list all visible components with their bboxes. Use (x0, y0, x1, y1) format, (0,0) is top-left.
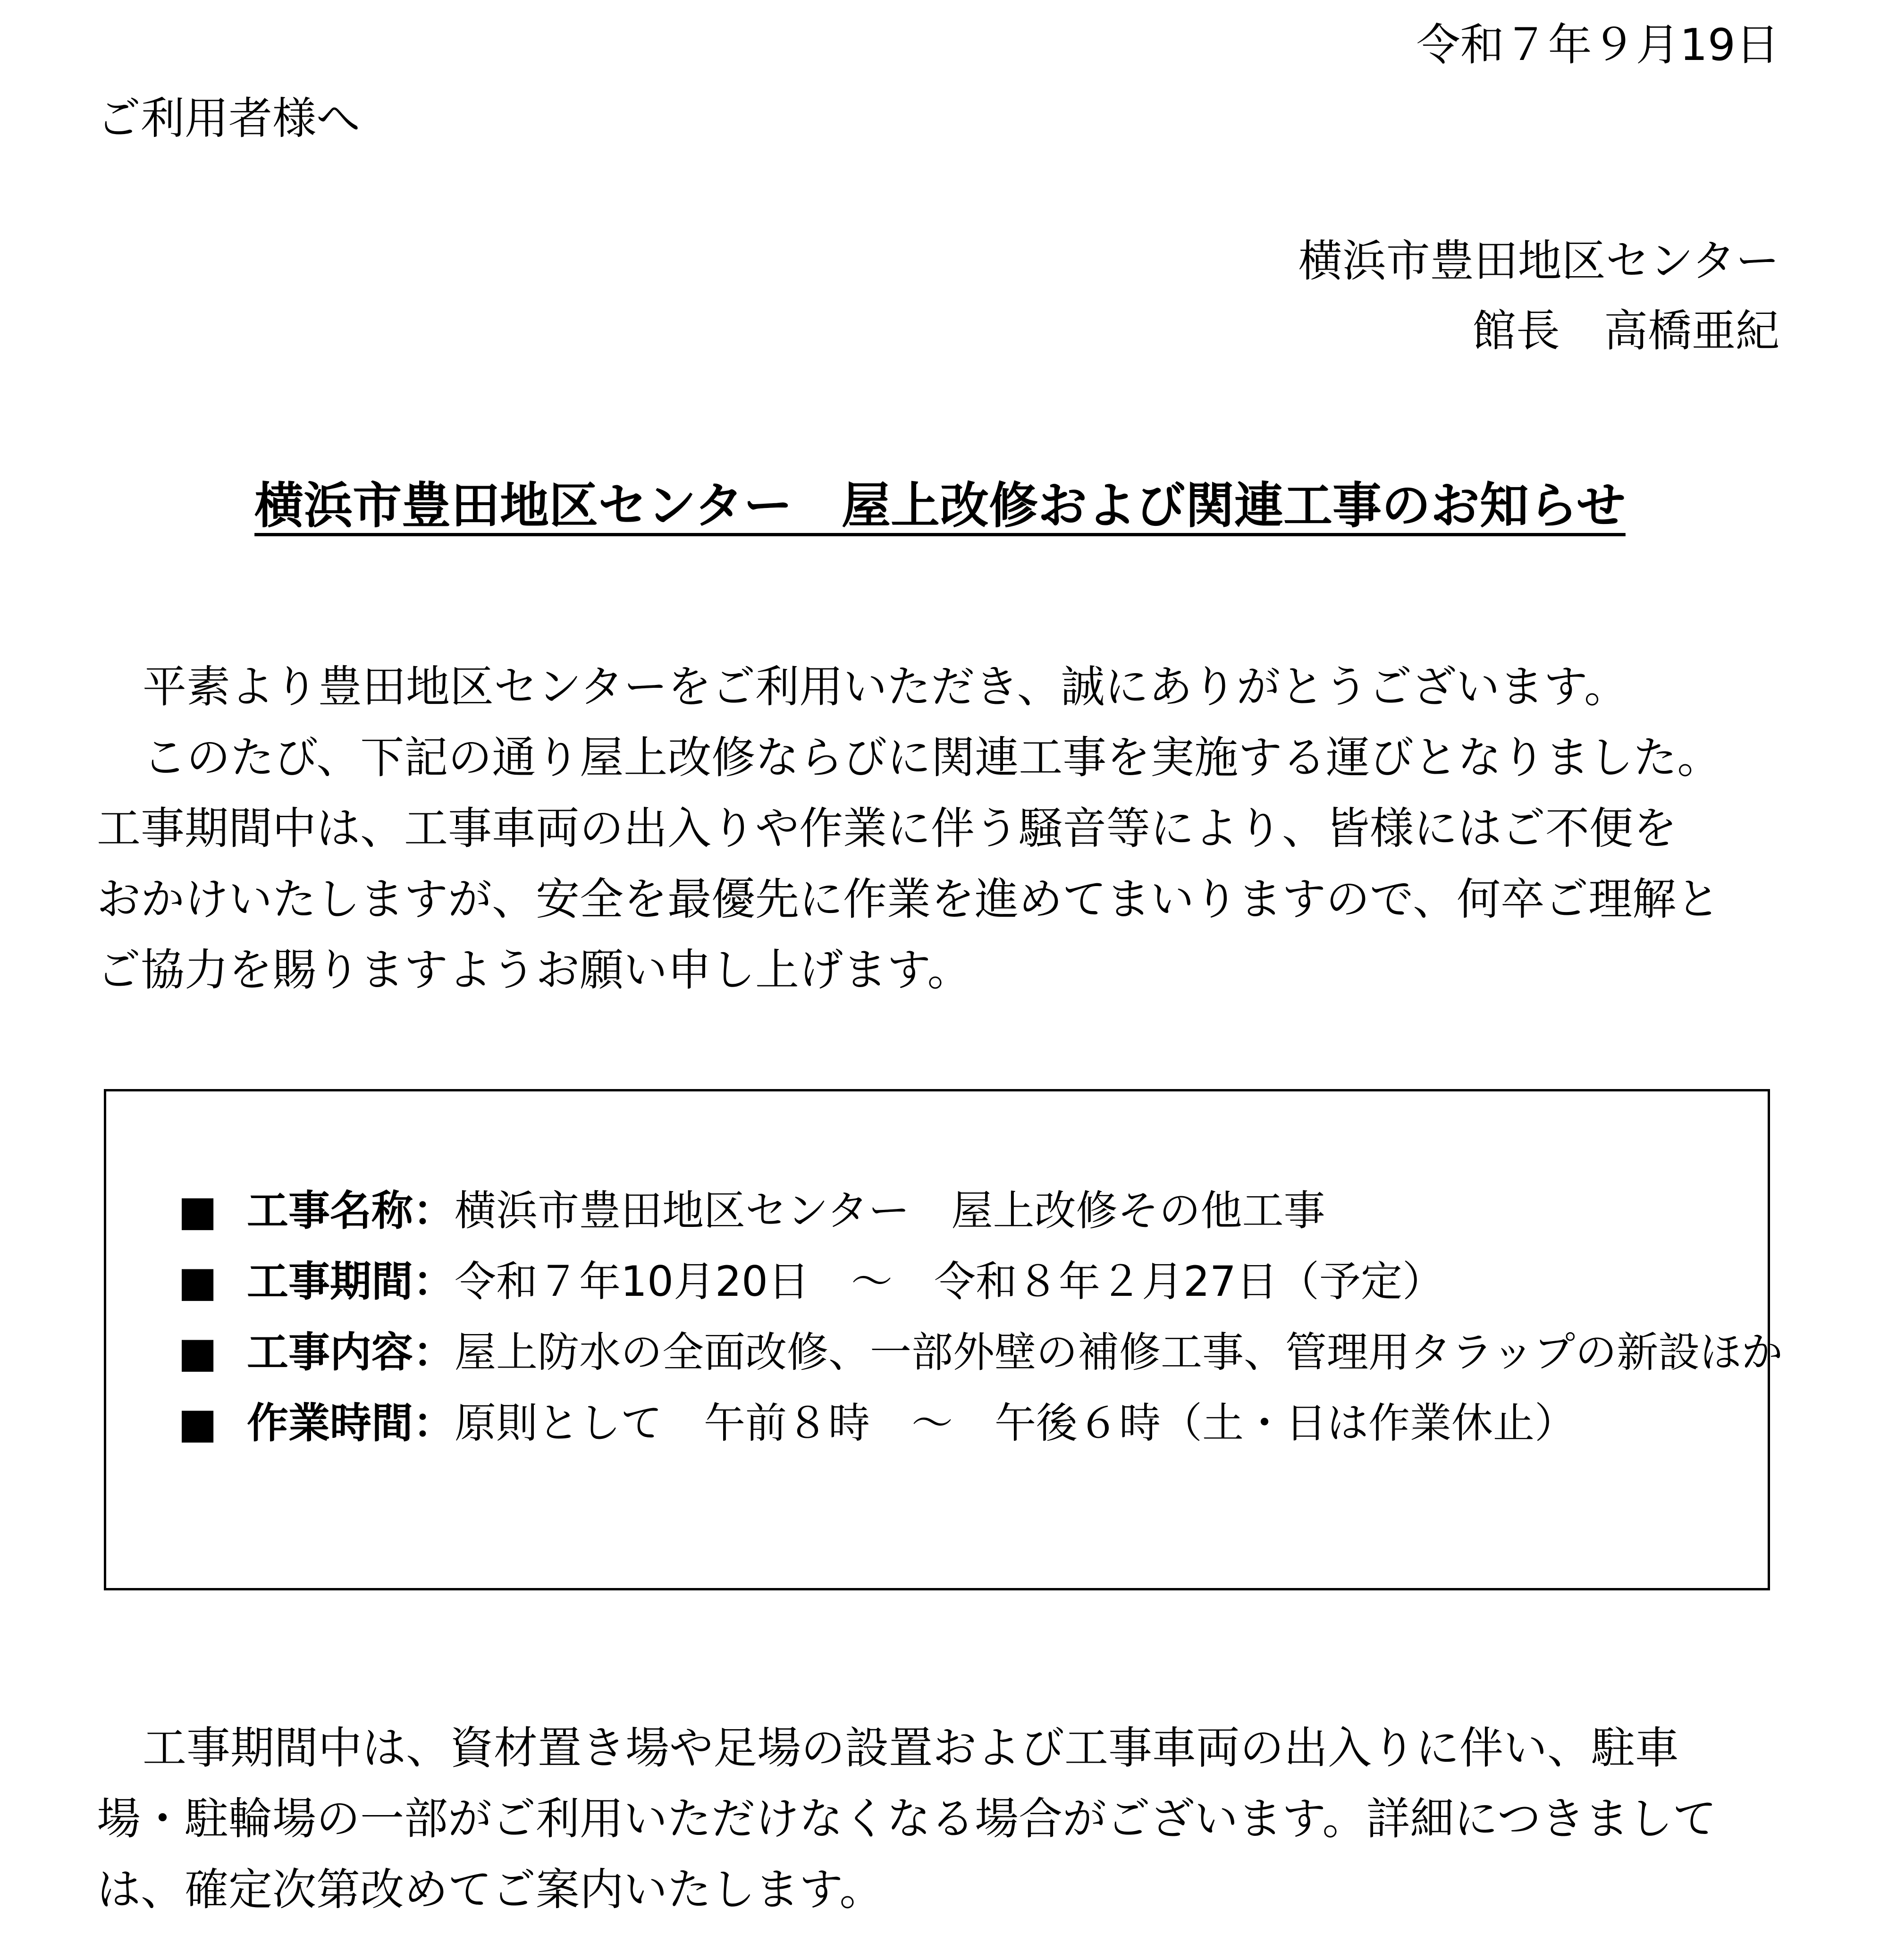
intro-line: 工事期間中は、工事車両の出入りや作業に伴う騒音等により、皆様にはご不便を (97, 803, 1677, 854)
sender-organization: 横浜市豊田地区センター (1298, 236, 1779, 287)
detail-label: 工事期間： (247, 1257, 455, 1306)
detail-item-period (178, 1246, 1783, 1317)
sender-signer: 館長 高橋亜紀 (1472, 305, 1779, 356)
detail-item-name (178, 1175, 1783, 1246)
detail-label: 工事内容： (247, 1328, 455, 1377)
intro-line: おかけいたしますが、安全を最優先に作業を進めてまいりますので、何卒ご理解と (97, 874, 1720, 925)
notice-line: 場・駐輪場の一部がご利用いただけなくなる場合がございます。詳細につきまして (97, 1793, 1717, 1844)
document-date: 令和７年９月19日 (1416, 19, 1779, 70)
notice-title-text: 横浜市豊田地区センター 屋上改修および関連工事のお知らせ (254, 477, 1626, 534)
detail-value: 令和７年10月20日 ～ 令和８年２月27日（予定） (455, 1257, 1444, 1306)
detail-value: 横浜市豊田地区センター 屋上改修その他工事 (455, 1186, 1325, 1235)
detail-label: 作業時間： (247, 1399, 455, 1447)
intro-paragraph (97, 651, 1777, 1005)
intro-line: 平素より豊田地区センターをご利用いただき、誠にありがとうございます。 (143, 661, 1628, 712)
intro-line: このたび、下記の通り屋上改修ならびに関連工事を実施する運びとなりました。 (143, 732, 1721, 783)
details-list (178, 1175, 1783, 1459)
recipient-line: ご利用者様へ (97, 93, 360, 144)
detail-item-hours (178, 1388, 1783, 1459)
bullet-icon: ■ (178, 1257, 218, 1306)
bullet-icon: ■ (178, 1186, 218, 1235)
detail-item-content (178, 1317, 1783, 1388)
detail-value: 屋上防水の全面改修、一部外壁の補修工事、管理用タラップの新設ほか (455, 1328, 1783, 1377)
intro-line: ご協力を賜りますようお願い申し上げます。 (97, 945, 971, 996)
notice-line: 工事期間中は、資材置き場や足場の設置および工事車両の出入りに伴い、駐車 (143, 1723, 1679, 1774)
detail-value: 原則として 午前８時 ～ 午後６時（土・日は作業休止） (455, 1399, 1577, 1447)
detail-label: 工事名称： (247, 1186, 455, 1235)
notice-line: は、確定次第改めてご案内いたします。 (97, 1864, 884, 1915)
notice-title (0, 468, 1880, 543)
bullet-icon: ■ (178, 1399, 218, 1447)
notice-paragraph (97, 1713, 1777, 1925)
bullet-icon: ■ (178, 1328, 218, 1377)
